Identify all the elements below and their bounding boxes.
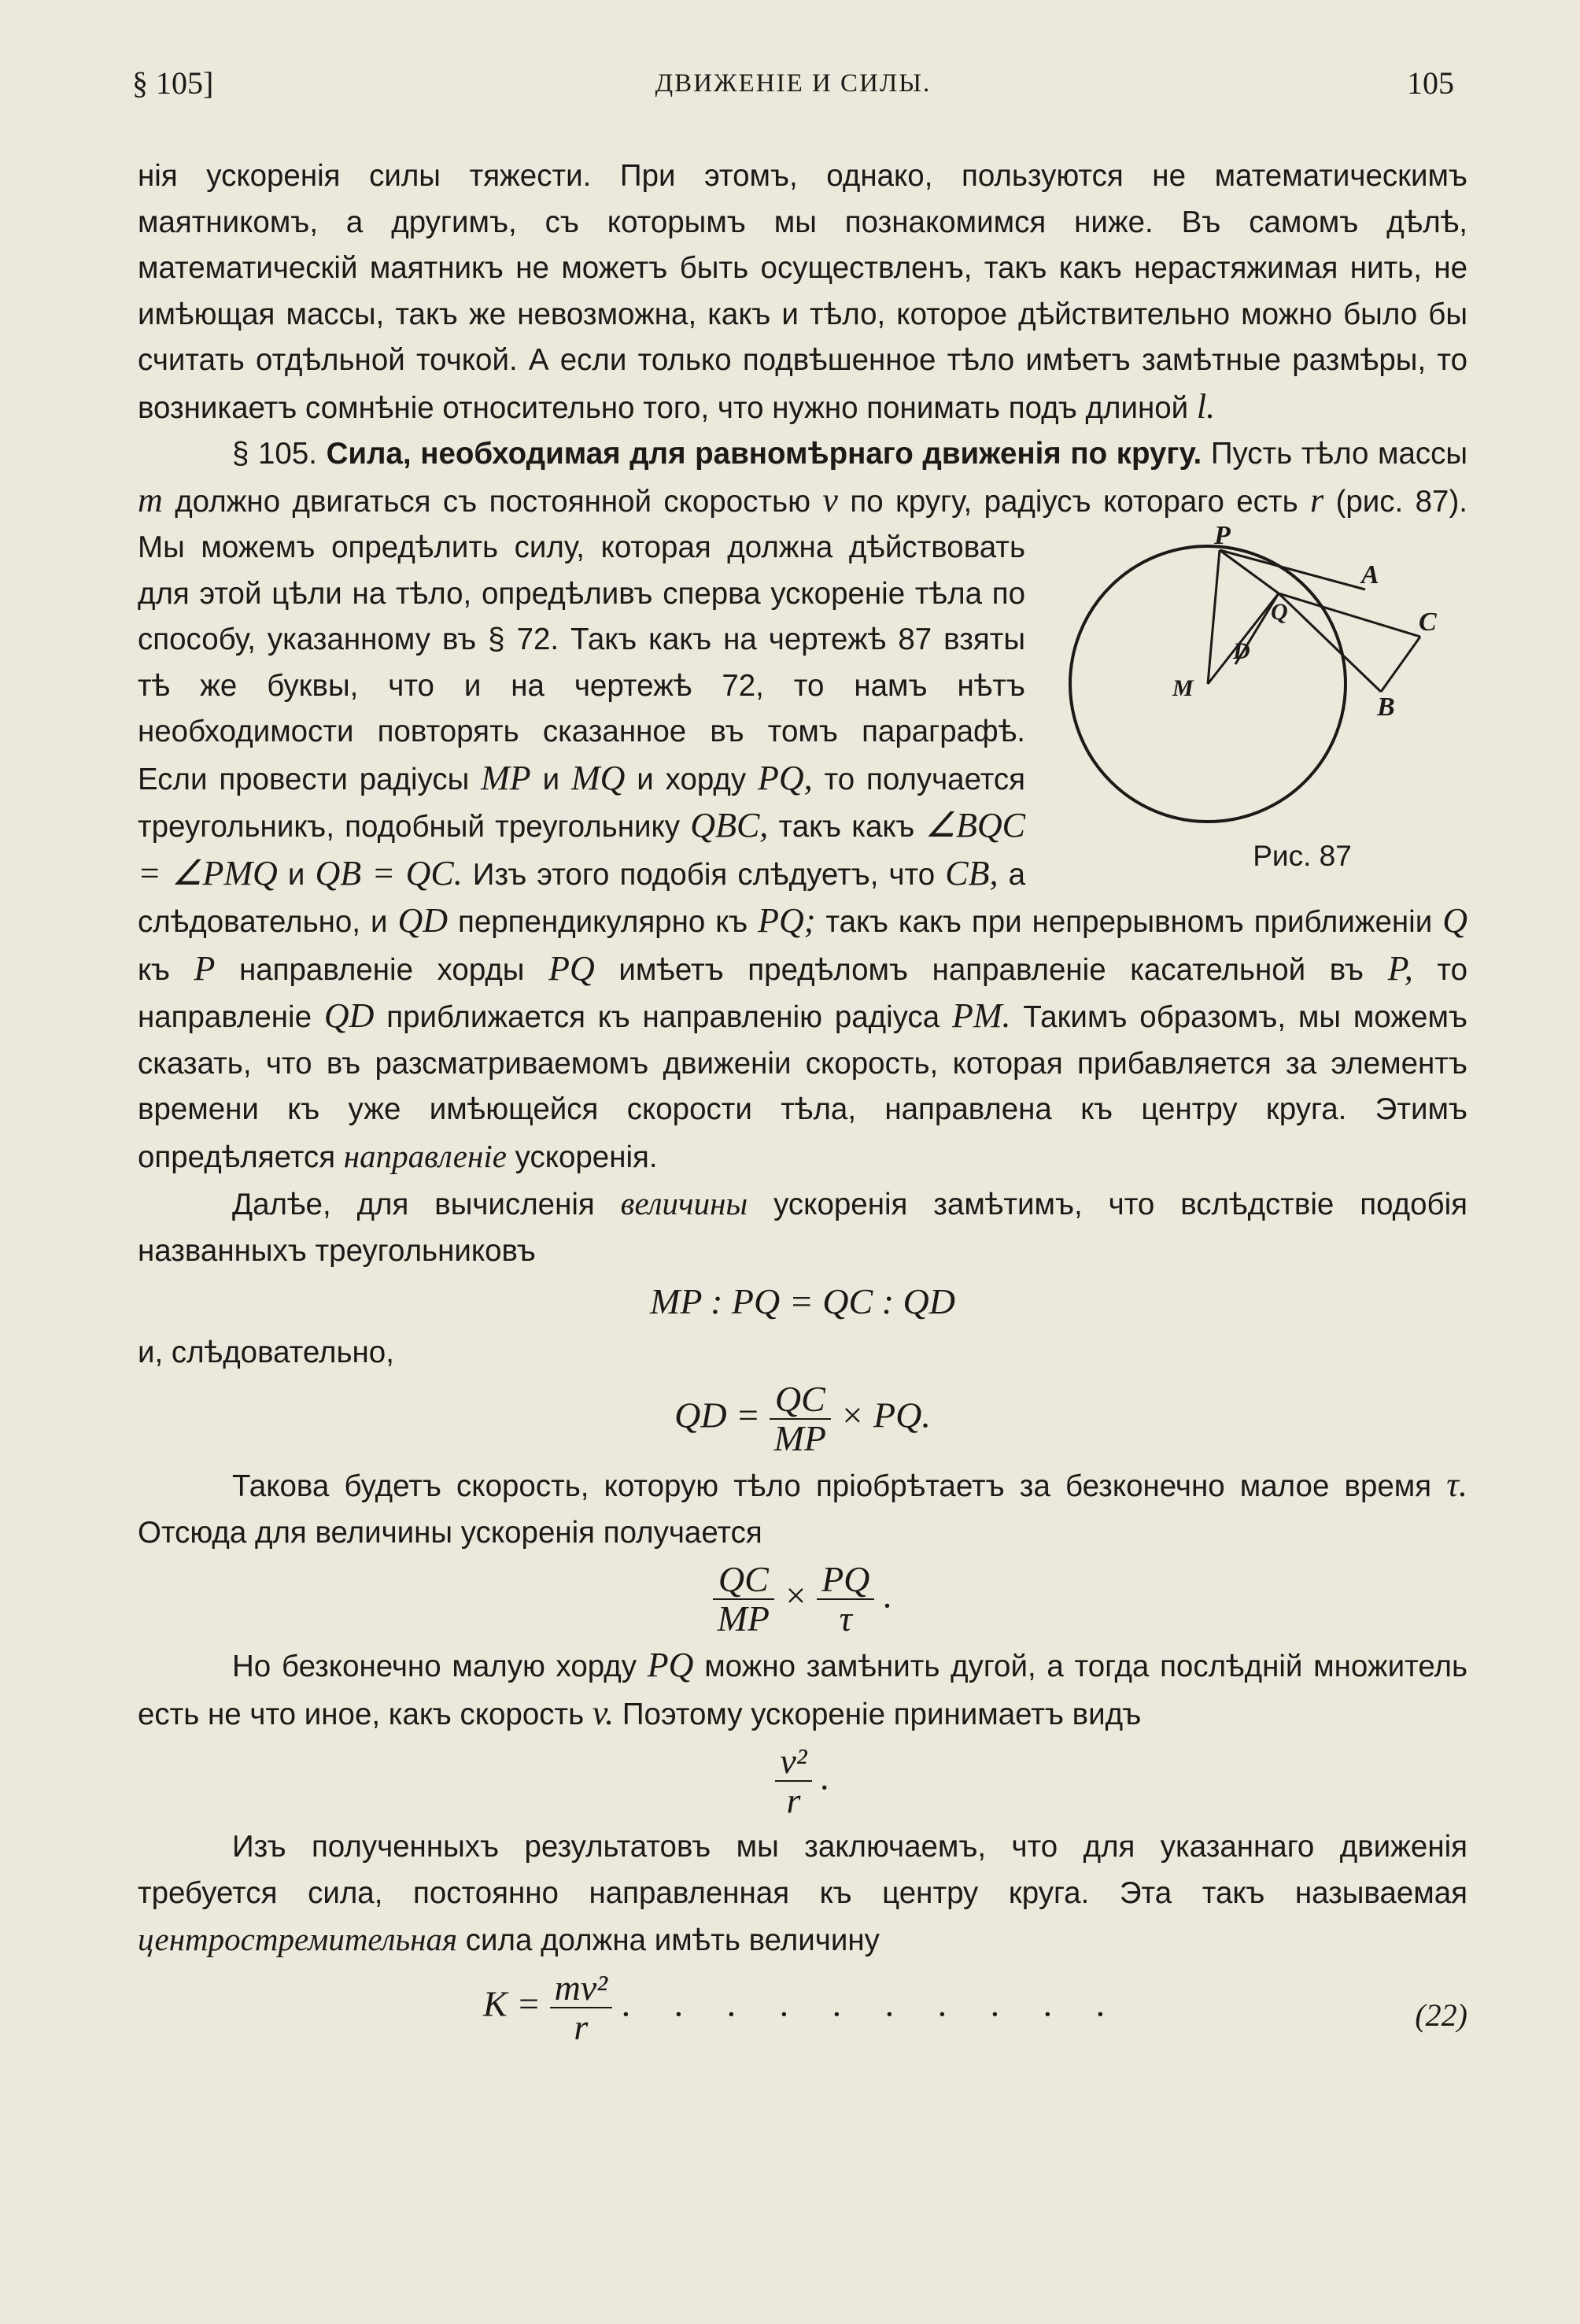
section-number: § 105. [232, 437, 317, 471]
italic-term: центростремительная [138, 1921, 458, 1957]
running-header [132, 65, 1454, 112]
page-number: 105 [1407, 65, 1454, 101]
page-body [138, 153, 1467, 2068]
leader-dots: . . . . . . . . . . [621, 1983, 1123, 2024]
section-paragraph: § 105. Сила, необходимая для равномѣрнаго движенія по кругу. Пусть тѣло массы m должно двигаться съ постоянной скоростью v по кругу, радіусъ котораго есть P A Q C D M B Рис. 87 r (рис. 87). Мы можемъ опредѣлить силу, которая должна дѣйствовать для этой цѣли на тѣло, опредѣливъ сперва ускореніе тѣла по способу, указанному въ § 72. Такъ какъ на чертежѣ 87 взяты тѣ же буквы, что и на чертежѣ 72, то намъ нѣтъ необходимости повторять сказанное въ томъ параграфѣ. Если провести радіусы MP и MQ и хорду PQ, то получается треугольникъ, подобный треугольнику QBC, такъ какъ ∠BQC = ∠PMQ и QB = QC. Изъ этого подобія слѣдуетъ, что CB, а слѣдовательно, и QD перпендикулярно къ PQ; такъ какъ при непрерывномъ приближеніи Q къ P направленіе хорды PQ имѣетъ предѣломъ направленіе касательной въ P, то направленіе QD приближается къ направленію радіуса PM. Такимъ образомъ, мы можемъ сказать, что въ разсматриваемомъ движеніи скорость, которая прибавляется за элементъ времени къ уже имѣющейся скорости тѣла, направлена къ центру круга. Этимъ опредѣляется направленіе ускоренія. [138, 437, 1468, 1174]
paragraph: Но безконечно малую хорду PQ можно замѣнить дугой, а тогда послѣдній множитель есть не что иное, какъ скорость v. Поэтому ускореніе принимаетъ видъ [138, 1646, 1468, 1732]
paragraph: Далѣе, для вычисленія величины ускоренія замѣтимъ, что вслѣдствіе подобія названныхъ треугольниковъ [138, 1185, 1467, 1268]
label-a: A [1361, 560, 1379, 589]
fraction: $\frac{\text{v²}}{r}$ [775, 1742, 811, 1820]
equation-qd: QD = $\frac{QC}{MP}$ × PQ. [674, 1379, 931, 1458]
section-reference: § 105] [132, 65, 214, 101]
fraction: $\frac{\text{mv²}}{r}$ [550, 1969, 612, 2046]
label-p: P [1214, 527, 1231, 550]
label-b: B [1377, 693, 1395, 722]
italic-term: величины [620, 1185, 748, 1221]
equation-acceleration: $\frac{QC}{MP}$ × $\frac{PQ}{\tau}$ . [138, 1561, 1467, 1638]
label-c: C [1419, 608, 1437, 637]
italic-term: направленіе [343, 1137, 507, 1174]
label-m: M [1172, 675, 1194, 701]
paragraph: Такова будетъ скорость, которую тѣло пріобрѣтаетъ за безконечно малое время τ. Отсюда для величины ускоренія получается [138, 1465, 1468, 1550]
chapter-title: ДВИЖЕНІЕ И СИЛЫ. [655, 69, 932, 98]
figure-87 [1043, 527, 1467, 881]
label-q: Q [1271, 599, 1288, 625]
paragraph: Изъ полученныхъ результатовъ мы заключаемъ, что для указаннаго движенія требуется сила, постоянно направленная къ центру круга. Эта такъ называемая центростремительная сила должна имѣть величину [138, 1830, 1467, 1957]
equation-proportion: MP : PQ = QC : QD [650, 1281, 955, 1321]
circle-diagram [1043, 527, 1467, 833]
fraction: $\frac{QC}{MP}$ [713, 1561, 774, 1638]
figure-caption: Рис. 87 [1253, 840, 1352, 872]
fraction: $\frac{QC}{MP}$ [770, 1380, 831, 1458]
equation-centripetal-force: K = $\frac{\text{mv²}}{r}$ . . . . . . . . . . (22) [482, 1967, 1467, 2047]
paragraph: нія ускоренія силы тяжести. При этомъ, однако, пользуются не математическимъ маятникомъ, а другимъ, съ которымъ мы познакомимся ниже. Въ самомъ дѣлѣ, математическій маятникъ не можетъ быть осуществленъ, такъ какъ нерастяжимая нить, не имѣющая массы, такъ же невозможна, какъ и тѣло, которое дѣйствительно можно было бы считать отдѣльной точкой. А если только подвѣшенное тѣло имѣетъ замѣтные размѣры, то возникаетъ сомнѣніе относительно того, что нужно понимать подъ длиной l. [138, 159, 1467, 426]
label-d: D [1233, 638, 1250, 664]
equation-v-squared: $\frac{\text{v²}}{r}$ . [138, 1742, 1467, 1820]
paragraph: и, слѣдовательно, [138, 1335, 394, 1369]
fraction: $\frac{PQ}{\tau}$ [817, 1561, 874, 1638]
math-inline: l. [1196, 386, 1216, 426]
equation-number: (22) [1415, 1997, 1467, 2033]
section-title: Сила, необходимая для равномѣрнаго движенія по кругу. [326, 437, 1202, 471]
